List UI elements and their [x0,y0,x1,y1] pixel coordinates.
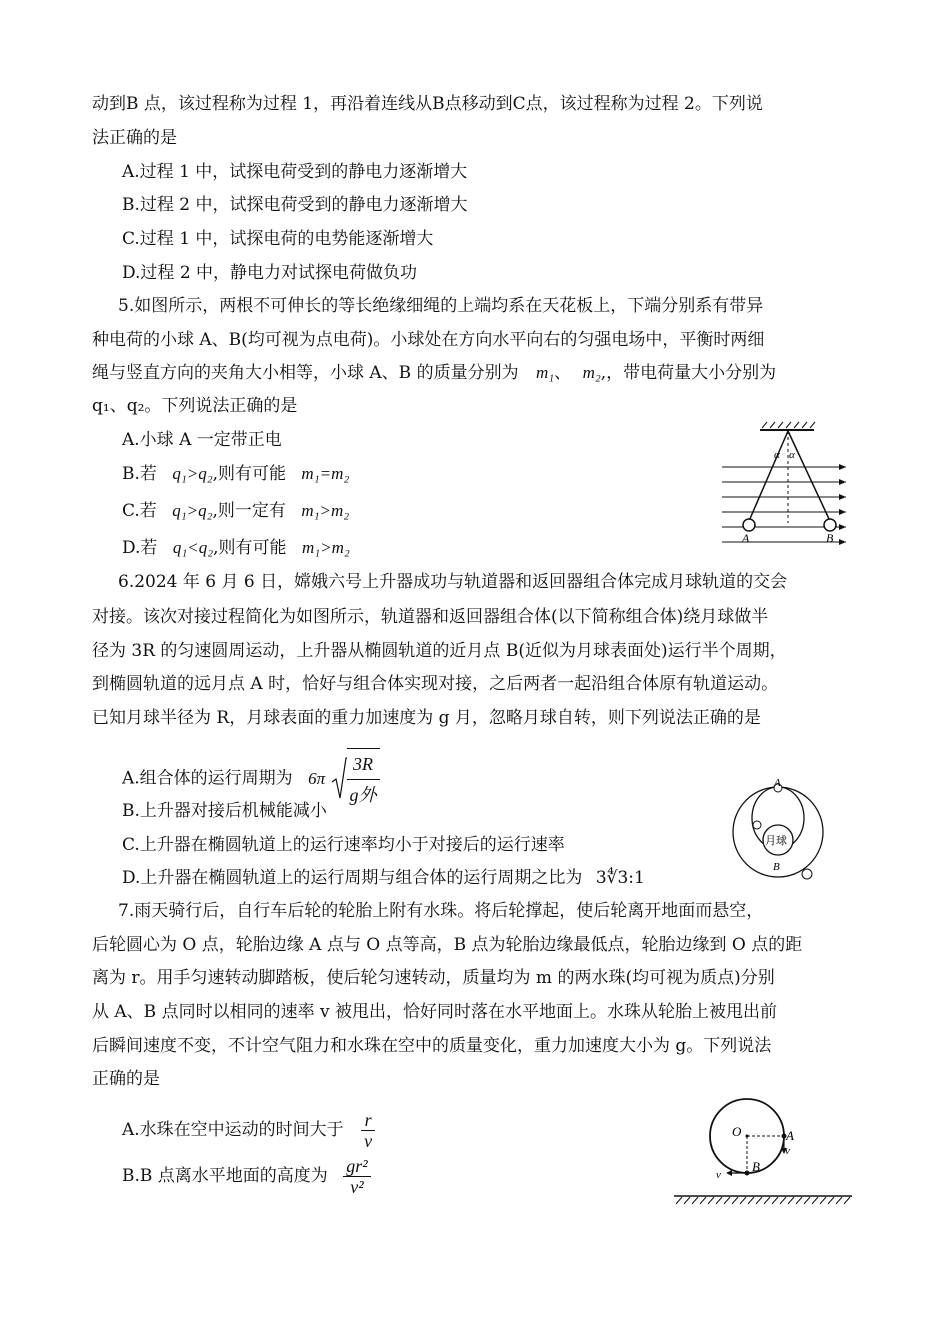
q7-stem-2: 后轮圆心为 O 点，轮胎边缘 A 点与 O 点等高，B 点为轮胎边缘最低点，轮胎边缘到 O 点的距 [92,935,803,955]
q6-figure [730,778,830,884]
q5-option-d [122,537,350,559]
q7-stem-1: 7.雨天骑行后，自行车后轮的轮胎上附有水珠。将后轮撑起，使后轮离开地面而悬空， [118,901,764,921]
q5-c-mid: ,则一定有 [212,501,286,521]
q6-stem-2: 对接。该次对接过程简化为如图所示，轨道器和返回器组合体(以下简称组合体)绕月球做半 [92,607,769,627]
q6-a-pre: A.组合体的运行周期为 [122,768,293,789]
q6-a-num: 3R [353,754,374,774]
q4-option-a: A.过程 1 中，试探电荷受到的静电力逐渐增大 [122,162,468,182]
q6-stem-1: 6.2024 年 6 月 6 日，嫦娥六号上升器成功与轨道器和返回器组合体完成月球轨道的交会 [118,572,788,592]
q7-figure [672,1098,854,1212]
label-b: B [773,861,780,873]
label-a: A [786,1128,794,1143]
q5-stem-3 [92,362,776,384]
q4-option-b: B.过程 2 中，试探电荷受到的静电力逐渐增大 [122,195,468,215]
intro-line-1: 动到B 点，该过程称为过程 1，再沿着连线从B点移动到C点，该过程称为过程 2。下列说 [92,94,763,114]
q5-b-mid: ,则有可能 [212,464,287,484]
q7-option-a [122,1108,375,1152]
string-b [788,431,830,521]
q6-stem-3: 径为 3R 的匀速圆周运动，上升器从椭圆轨道的近月点 B(近似为月球表面处)运行半个周期， [92,641,787,661]
label-o: O [732,1124,742,1139]
q5-stem-2: 种电荷的小球 A、B(均可视为点电荷)。小球处在方向水平向右的匀强电场中，平衡时两细 [92,330,765,350]
craft-right [802,869,812,879]
q7-stem-6: 正确的是 [92,1069,160,1089]
q5-stem-3a: 绳与竖直方向的夹角大小相等，小球 A、B 的质量分别为 [92,363,519,383]
q4-option-d: D.过程 2 中，静电力对试探电荷做负功 [122,263,418,283]
ground [674,1196,852,1204]
q5-stem-3b: ,，带电荷量大小分别为 [600,363,777,383]
ceiling [760,422,815,430]
q6-option-d [122,867,645,889]
label-b: B [752,1159,760,1174]
label-v-b: v [716,1169,721,1181]
q5-c-cond: q₁>q₂ [172,501,213,520]
q7-b-num: gr² [346,1156,368,1176]
q7-a-pre: A.水珠在空中运动的时间大于 [122,1120,344,1140]
q7-a-num: r [364,1110,372,1130]
q5-c-pre: C.若 [122,501,157,521]
q7-stem-4: 从 A、B 点同时以相同的速率 v 被甩出，恰好同时落在水平地面上。水珠从轮胎上被甩出前 [92,1002,777,1022]
q6-a-root [331,748,380,810]
q5-stem-1: 5.如图所示，两根不可伸长的等长绝缘细绳的上端均系在天花板上，下端分别系有带异 [118,296,764,316]
q6-d-ratio: 3∜3:1 [595,868,645,888]
q6-stem-5: 已知月球半径为 R，月球表面的重力加速度为 g 月，忽略月球自转，则下列说法正确的是 [92,708,761,728]
ball-a [743,519,755,531]
q5-m1: m₁ [535,363,555,382]
q7-stem-5: 后瞬间速度不变，不计空气阻力和水珠在空中的质量变化，重力加速度大小为 g。下列说法 [92,1036,772,1056]
q4-option-c: C.过程 1 中，试探电荷的电势能逐渐增大 [122,229,434,249]
q5-d-cond: q₁<q₂ [172,538,214,557]
q6-a-den: g外 [347,779,380,810]
q5-option-b [122,463,349,485]
q5-option-c [122,500,349,522]
intro-line-2: 法正确的是 [92,128,177,148]
q5-d-pre: D.若 [122,538,158,558]
label-a: A [742,531,750,545]
alpha-left: α [774,449,780,461]
q6-d-pre: D.上升器在椭圆轨道上的运行周期与组合体的运行周期之比为 [122,868,583,888]
q5-figure [718,420,850,552]
q5-b-pre: B.若 [122,464,157,484]
q7-b-den: v² [343,1176,370,1197]
ball-b [824,519,836,531]
q6-option-b: B.上升器对接后机械能减小 [122,801,327,821]
q7-stem-3: 离为 r。用手匀速转动脚踏板，使后轮匀速转动，质量均为 m 的两水珠(均可视为质点)分别 [92,968,775,988]
q5-m2: m₂ [582,363,601,382]
q5-option-a: A.小球 A 一定带正电 [122,430,282,450]
q7-a-den: v [361,1130,375,1151]
label-a: A [774,778,781,789]
q5-stem-4: q₁、q₂。下列说法正确的是 [92,396,298,416]
label-v-a: v [785,1145,790,1157]
q7-b-pre: B.B 点离水平地面的高度为 [122,1166,328,1186]
q5-b-res: m₁=m₂ [301,464,350,483]
alpha-right: α [789,449,795,461]
q5-c-res: m₁>m₂ [301,501,350,520]
q5-d-res: m₁>m₂ [301,538,350,557]
string-a [749,431,788,521]
craft-left [753,821,761,829]
q6-stem-4: 到椭圆轨道的远月点 A 时，恰好与组合体实现对接，之后两者一起沿组合体原有轨道运动。 [92,674,779,694]
q5-b-cond: q₁>q₂ [172,464,213,483]
q6-a-coef: 6π [308,768,326,788]
q5-sep: 、 [554,363,572,383]
q7-option-b [122,1152,371,1200]
q5-d-mid: ,则有可能 [213,538,287,558]
label-b: B [826,531,834,545]
q6-option-c: C.上升器在椭圆轨道上的运行速率均小于对接后的运行速率 [122,835,565,855]
moon-label: 月球 [765,835,787,847]
